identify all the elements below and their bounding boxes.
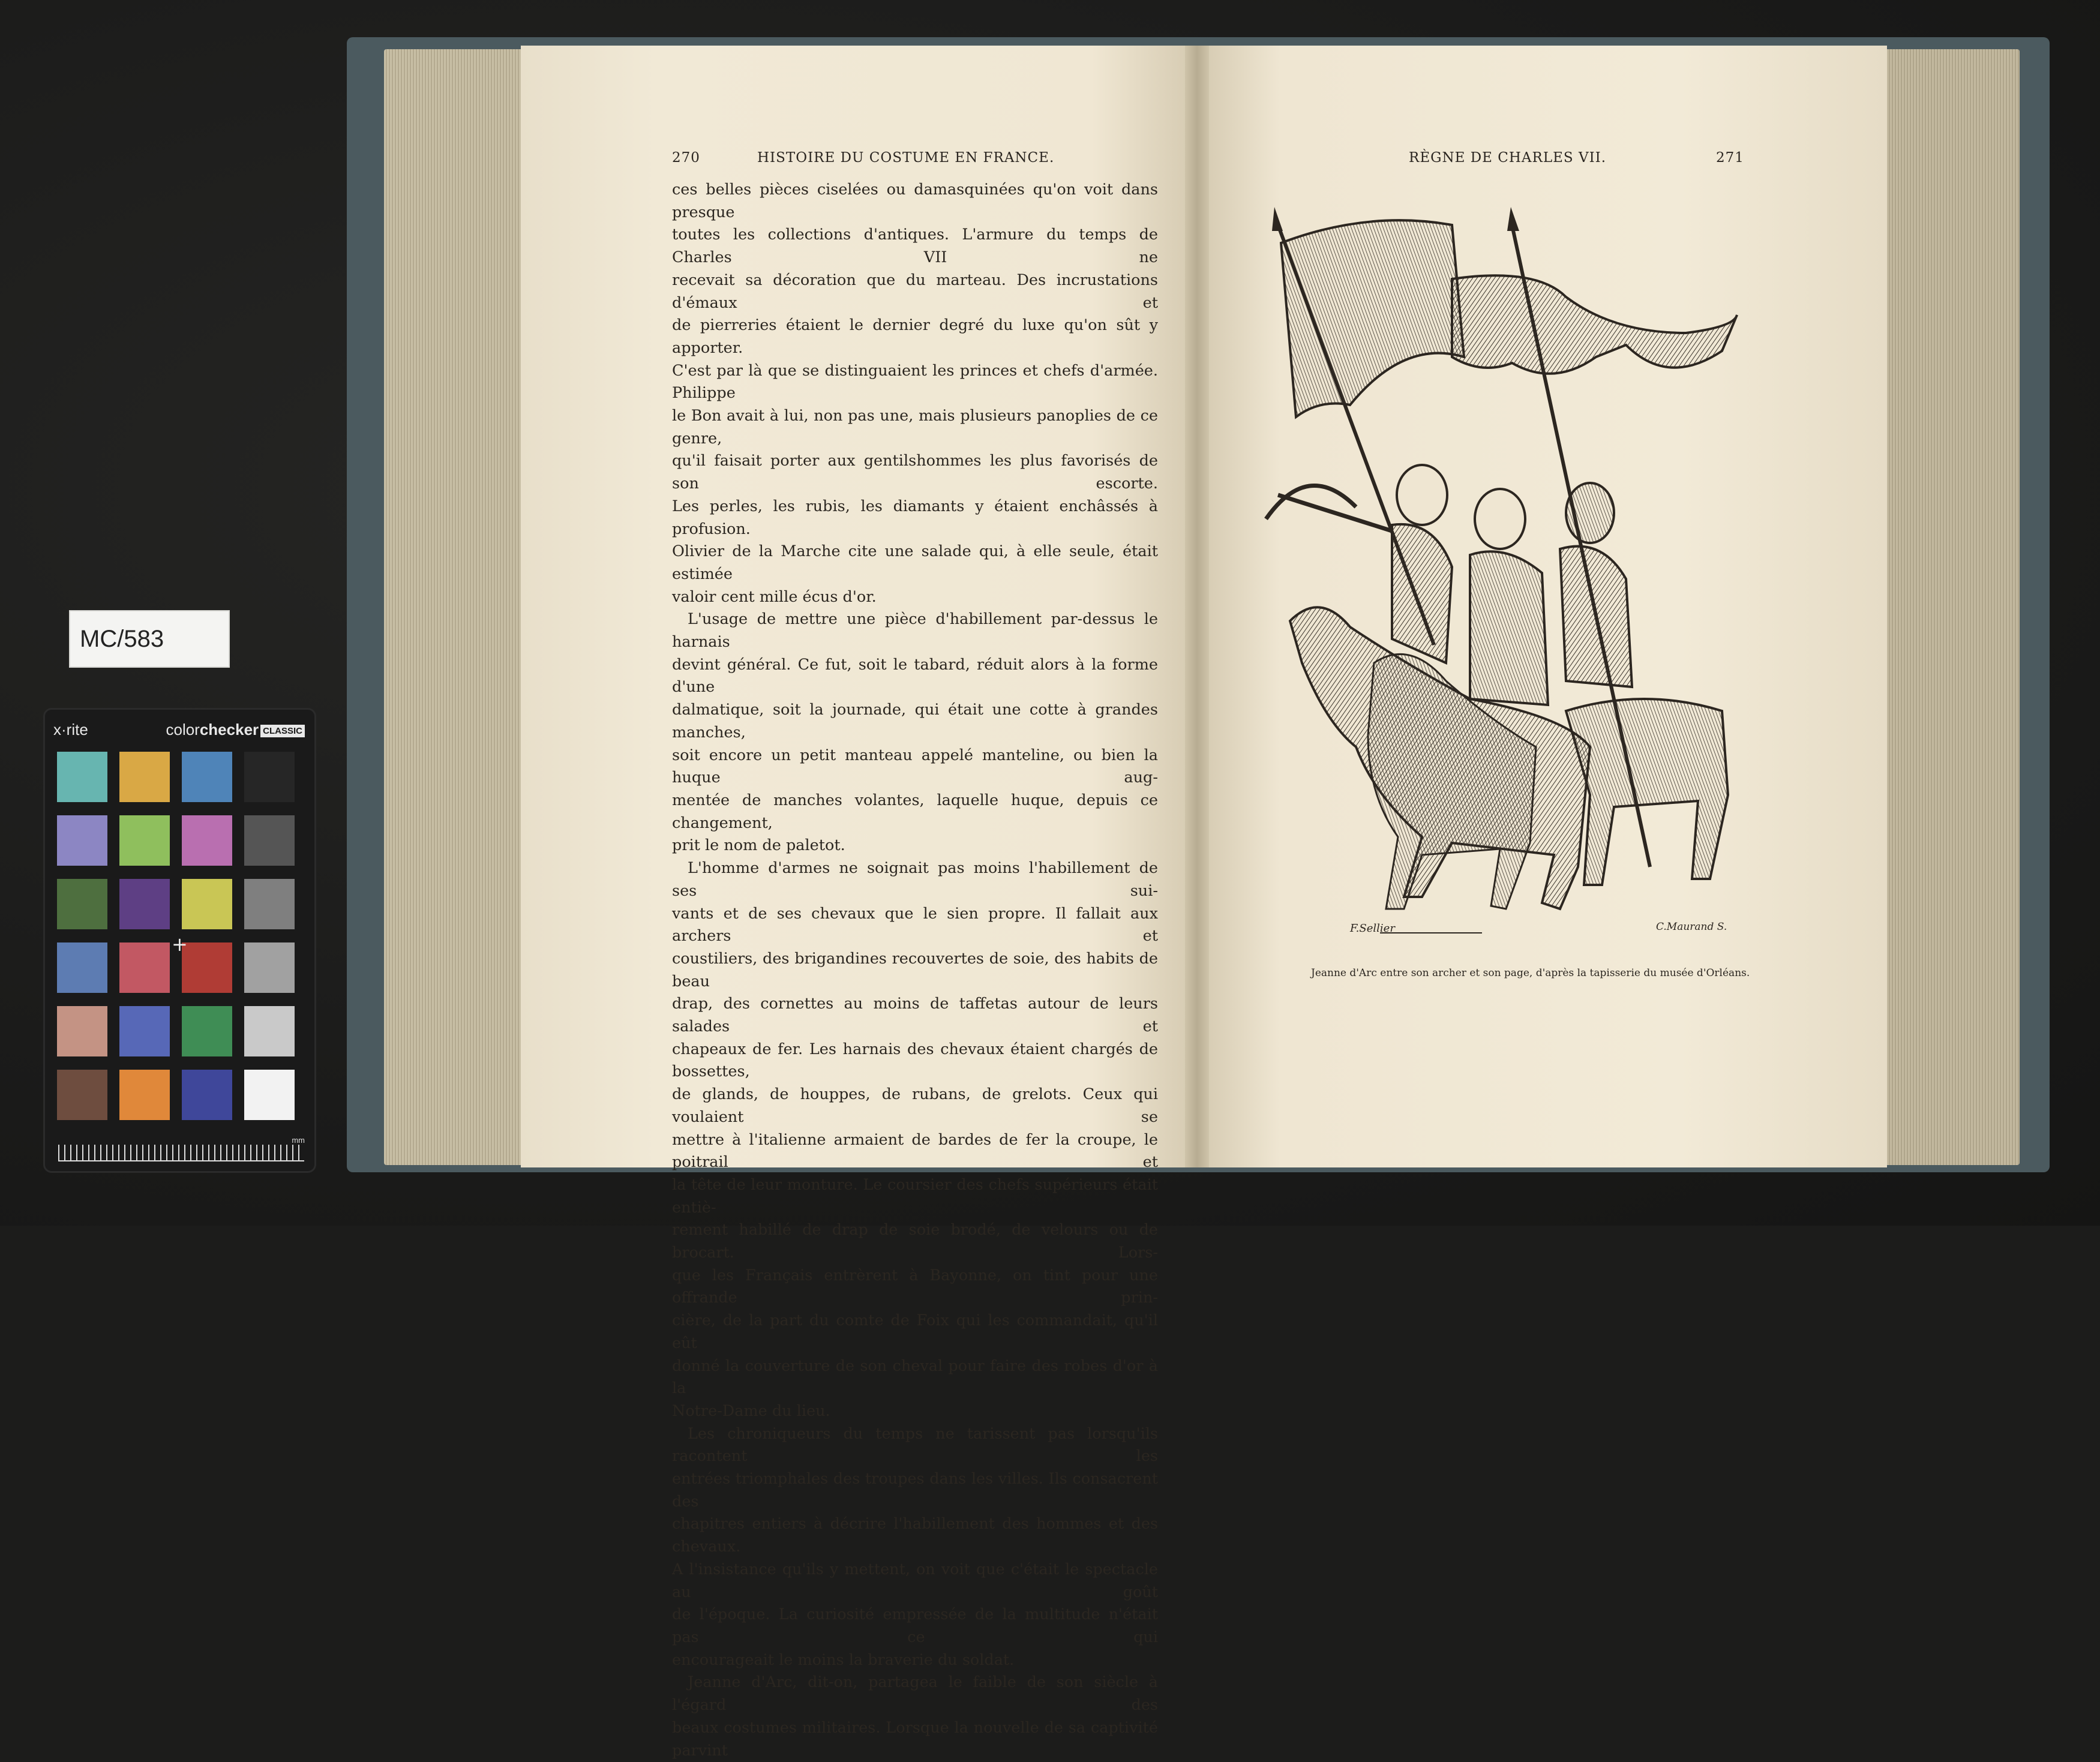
classic-badge: CLASSIC: [260, 725, 305, 737]
engraver-signature-left: F.Sellier: [1350, 922, 1395, 935]
right-page-number: 271: [1716, 150, 1744, 166]
color-patch: [182, 942, 232, 993]
color-patch: [182, 1006, 232, 1056]
ruler-unit: mm: [292, 1136, 305, 1145]
color-patch: [182, 752, 232, 802]
text-line: Notre-Dame du lieu.: [672, 1401, 830, 1420]
xrite-logo: x·rite: [53, 721, 88, 739]
text-line: mentée de manches volantes, laquelle huque, depuis ce changement,: [672, 791, 1158, 832]
engraver-signature-right: C.Maurand S.: [1656, 921, 1727, 933]
crosshair-icon: +: [172, 933, 188, 956]
banner-left: [1281, 220, 1464, 417]
text-line: de pierreries étaient le dernier degré du luxe qu'on sût y apporter.: [672, 316, 1158, 357]
text-line: le Bon avait à lui, non pas une, mais plusieurs panoplies de ce genre,: [672, 407, 1158, 448]
color-patch: [119, 879, 170, 929]
text-line: soit encore un petit manteau appelé manteline, ou bien la huque aug-: [672, 746, 1158, 787]
joan-body: [1470, 551, 1548, 705]
mm-ruler: [58, 1145, 304, 1161]
color-patch: [119, 1006, 170, 1056]
color-patch: [182, 879, 232, 929]
text-line: C'est par là que se distinguaient les princes et chefs d'armée. Philippe: [672, 361, 1158, 403]
text-line: vants et de ses chevaux que le sien propre. Il fallait aux archers et: [672, 904, 1158, 945]
text-line: dalmatique, soit la journade, qui était une cotte à grandes manches,: [672, 701, 1158, 742]
color-patch: [119, 1070, 170, 1120]
left-running-head: HISTOIRE DU COSTUME EN FRANCE.: [757, 150, 1055, 166]
text-line: L'homme d'armes ne soignait pas moins l'habillement de ses sui-: [672, 859, 1158, 900]
color-patch: [57, 879, 107, 929]
text-line: beaux costumes militaires. Lorsque la nouvelle de sa captivité parvint: [672, 1718, 1158, 1760]
color-patch: [182, 815, 232, 866]
joan-head: [1475, 489, 1525, 549]
color-patch: [244, 752, 295, 802]
text-line: qu'il faisait porter aux gentilshommes les plus favorisés de son escorte.: [672, 452, 1158, 493]
color-patch: [244, 1006, 295, 1056]
text-line: cière, de la part du comte de Foix qui les commandait, qu'il eût: [672, 1311, 1158, 1352]
text-line: donné la couverture de son cheval pour faire des robes d'or à la: [672, 1356, 1158, 1398]
text-line: de glands, de houppes, de rubans, de grelots. Ceux qui voulaient se: [672, 1085, 1158, 1126]
joan-of-arc-engraving: [1254, 207, 1746, 963]
text-line: chapitres entiers à décrire l'habillement des hommes et des chevaux.: [672, 1515, 1158, 1556]
text-line: Olivier de la Marche cite une salade qui, à elle seule, était estimée: [672, 542, 1158, 583]
figure-caption: Jeanne d'Arc entre son archer et son page, d'après la tapisserie du musée d'Orléans.: [1311, 967, 1750, 979]
colorchecker-title-light: color: [166, 721, 200, 739]
text-line: drap, des cornettes au moins de taffetas autour de leurs salades et: [672, 995, 1158, 1036]
archer-head: [1397, 465, 1447, 525]
text-line: Les perles, les rubis, les diamants y étaient enchâssés à profusion.: [672, 497, 1158, 538]
color-patch: [119, 815, 170, 866]
catalogue-label-text: MC/583: [80, 625, 164, 652]
text-line: coustiliers, des brigandines recouvertes de soie, des habits de beau: [672, 949, 1158, 990]
color-patch: [244, 815, 295, 866]
color-patch: [57, 752, 107, 802]
text-line: L'usage de mettre une pièce d'habillement par-dessus le harnais: [672, 610, 1158, 652]
right-running-head: RÈGNE DE CHARLES VII.: [1409, 150, 1607, 166]
colorchecker-title: [166, 721, 305, 739]
color-patch: [57, 1070, 107, 1120]
text-line: devint général. Ce fut, soit le tabard, réduit alors à la forme d'une: [672, 655, 1158, 697]
color-patch: [244, 879, 295, 929]
text-line: prit le nom de paletot.: [672, 836, 845, 855]
banner-right: [1452, 275, 1737, 373]
catalogue-label: [69, 610, 230, 668]
text-line: toutes les collections d'antiques. L'armure du temps de Charles VII ne: [672, 226, 1158, 267]
color-patch: [119, 752, 170, 802]
page-edges-left: [384, 49, 523, 1165]
text-line: ces belles pièces ciselées ou damasquinées qu'on voit dans presque: [672, 181, 1158, 221]
text-line: encourageait le moins la braverie du soldat.: [672, 1650, 1015, 1669]
lance-right-tip: [1507, 207, 1519, 231]
text-line: entrées triomphales des troupes dans les villes. Ils consacrent des: [672, 1470, 1158, 1511]
page-edges-right: [1884, 49, 2020, 1165]
text-line: que les Français entrèrent à Bayonne, on tint pour une offrande prin-: [672, 1266, 1158, 1307]
crossbow: [1266, 485, 1392, 531]
text-line: de l'époque. La curiosité empressée de la multitude n'était pas ce qui: [672, 1605, 1158, 1646]
text-line: mettre à l'italienne armaient de bardes de fer la croupe, le poitrail et: [672, 1130, 1158, 1172]
page-body: [1560, 547, 1632, 687]
text-line: Les chroniqueurs du temps ne tarissent pas lorsqu'ils racontent les: [672, 1424, 1158, 1466]
colorchecker-title-bold: checker: [199, 721, 259, 739]
text-line: la tête de leur monture. Le coursier des chefs supérieurs était entiè-: [672, 1175, 1158, 1217]
color-patch: [182, 1070, 232, 1120]
text-line: A l'insistance qu'ils y mettent, on voit que c'était le spectacle au goût: [672, 1560, 1158, 1601]
archer-body: [1392, 524, 1452, 663]
left-page-number: 270: [672, 150, 700, 166]
lance-left-tip: [1272, 207, 1283, 231]
color-patch: [244, 942, 295, 993]
text-line: valoir cent mille écus d'or.: [672, 587, 877, 606]
color-patch: [57, 942, 107, 993]
page-head: [1566, 483, 1614, 543]
book-gutter: [1185, 46, 1209, 1167]
text-line: chapeaux de fer. Les harnais des chevaux étaient chargés de bossettes,: [672, 1040, 1158, 1081]
color-patch: [57, 1006, 107, 1056]
text-line: Jeanne d'Arc, dit-on, partagea le faible de son siècle à l'égard des: [672, 1673, 1158, 1715]
color-patch: [119, 942, 170, 993]
text-line: recevait sa décoration que du marteau. Des incrustations d'émaux et: [672, 271, 1158, 312]
text-line: rement habillé de drap de soie brodé, de velours ou de brocart. Lors-: [672, 1221, 1158, 1262]
color-patch: [57, 815, 107, 866]
left-page-text: [672, 179, 1158, 1762]
color-patch: [244, 1070, 295, 1120]
